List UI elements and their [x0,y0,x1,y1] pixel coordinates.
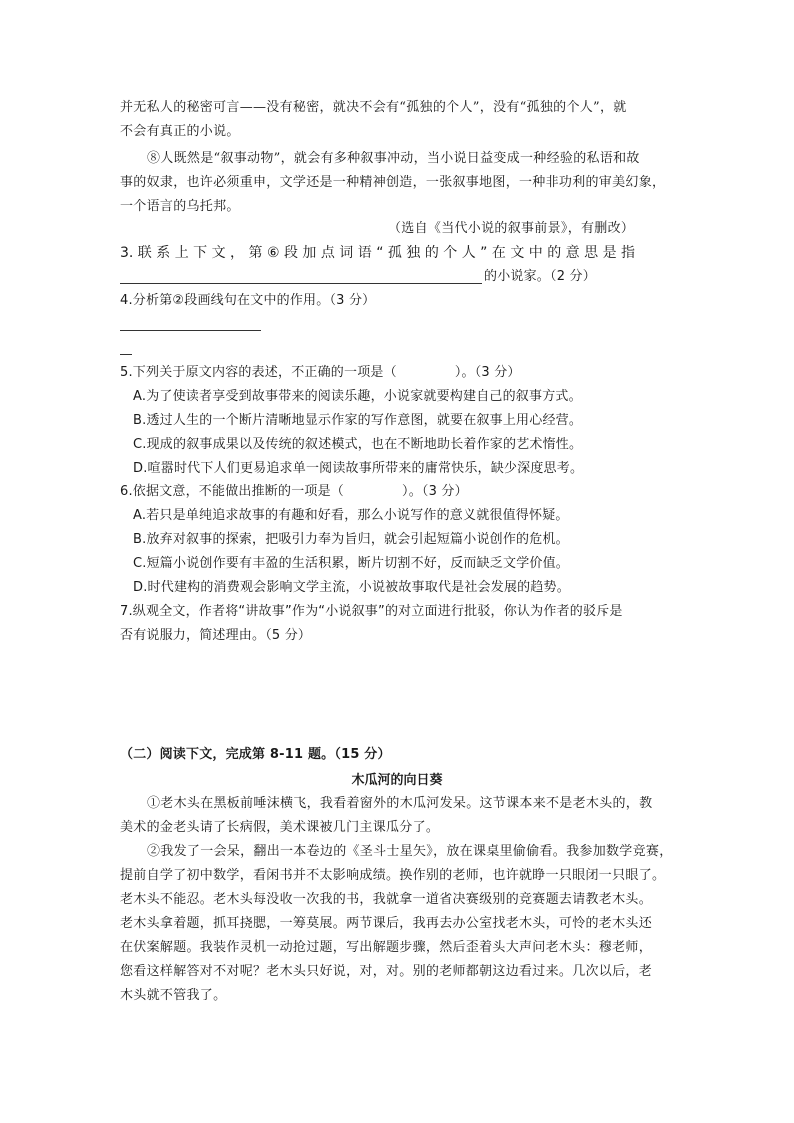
question-7-stem: 否有说服力，简述理由。（5 分） [120,628,312,643]
paragraph-8-line: ⑧人既然是“叙事动物”，就会有多种叙事冲动，当小说日益变成一种经验的私语和故 [147,151,640,166]
option-c: C.短篇小说创作要有丰盈的生活积累，断片切割不好，反而缺乏文学价值。 [133,556,570,571]
answer-blank-q4-end[interactable] [120,354,132,355]
question-6-stem-text: 6.依据文意，不能做出推断的一项是（ [120,484,345,499]
option-a: A.若只是单纯追求故事的有趣和好看，那么小说写作的意义就很值得怀疑。 [133,508,569,523]
question-5-score: ）。（3 分） [454,365,521,380]
section-heading: （二）阅读下文，完成第 8-11 题。（15 分） [120,747,391,762]
question-6-stem [120,483,468,501]
option-b: B.透过人生的一个断片清晰地显示作家的写作意图，就要在叙事上用心经营。 [133,413,583,428]
paragraph-2-line: 在伏案解题。我装作灵机一动抢过题，写出解题步骤，然后歪着头大声问老木头：穆老师， [120,940,653,955]
paragraph-1-line: 美术的金老头请了长病假，美术课被几门主课瓜分了。 [120,820,440,835]
option-a: A.为了使读者享受到故事带来的阅读乐趣，小说家就要构建自己的叙事方式。 [133,389,582,404]
paragraph-2-line: 您看这样解答对不对呢？老木头只好说，对，对。别的老师都朝这边看过来。几次以后，老 [120,964,653,979]
passage-line: 并无私人的秘密可言——没有秘密，就决不会有“孤独的个人”，没有“孤独的个人”，就 [120,100,627,115]
passage-line: 不会有真正的小说。 [120,124,240,139]
article-title: 木瓜河的向日葵 [351,773,443,788]
option-d: D.喧嚣时代下人们更易追求单一阅读故事所带来的庸常快乐，缺少深度思考。 [133,461,584,476]
paragraph-2-line: 老木头拿着题，抓耳挠腮，一筹莫展。两节课后，我再去办公室找老木头，可怜的老木头还 [120,916,653,931]
question-6-score: ）。（3 分） [402,484,468,499]
question-5-stem-text: 5.下列关于原文内容的表述，不正确的一项是（ [120,365,397,380]
paragraph-1-line: ①老木头在黑板前唾沫横飞，我看着窗外的木瓜河发呆。这节课本来不是老木头的，教 [147,796,653,811]
paragraph-2-line: 提前自学了初中数学，看闲书并不太影响成绩。换作别的老师，也许就睁一只眼闭一只眼了。 [120,868,666,883]
option-b: B.放弃对叙事的探索，把吸引力奉为旨归，就会引起短篇小说创作的危机。 [133,532,569,547]
option-d: D.时代建构的消费观会影响文学主流，小说被故事取代是社会发展的趋势。 [133,580,570,595]
option-c: C.现成的叙事成果以及传统的叙述模式，也在不断地助长着作家的艺术惰性。 [133,437,583,452]
paragraph-2-line: 木头就不管我了。 [120,988,227,1003]
question-3-stem: 3. 联 系 上 下 文 ， 第 ⑥ 段 加 点 词 语 “ 孤 独 的 个 人 ” 在 文 中 的 意 思 是 指 [120,245,636,261]
paragraph-8-line: 一个语言的乌托邦。 [120,199,240,214]
answer-blank-q4[interactable] [120,330,261,331]
question-4-stem: 4.分析第②段画线句在文中的作用。（3 分） [120,293,376,308]
paragraph-2-line: ②我发了一会呆，翻出一本卷边的《圣斗士星矢》，放在课桌里偷偷看。我参加数学竞赛， [147,844,673,859]
question-5-stem [120,364,521,382]
source-citation: （选自《当代小说的叙事前景》，有删改） [388,221,635,236]
paragraph-8-line: 事的奴隶，也许必须重申，文学还是一种精神创造，一张叙事地图，一种非功利的审美幻象， [120,175,666,190]
paragraph-2-line: 老木头不能忍。老木头每没收一次我的书，我就拿一道省决赛级别的竞赛题去请教老木头。 [120,892,653,907]
question-7-stem: 7.纵观全文，作者将“讲故事”作为“小说叙事”的对立面进行批驳，你认为作者的驳斥是 [120,604,623,619]
answer-blank-q3[interactable] [120,283,482,284]
question-3-tail: 的小说家。（2 分） [484,269,596,284]
